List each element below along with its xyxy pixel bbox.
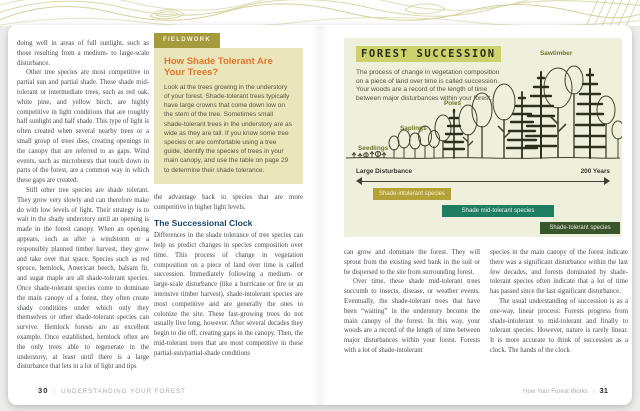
forest-succession-diagram <box>344 38 622 237</box>
paragraph: Over time, these shade mid-tolerant trees succumb to insects, disease, or weather events. Eventually, the shade-tolerant trees that have been “waiting” in the understory become the main canopy of the forest. In this way, your woods are a record of the length of time between major disturbances within your forest. Forests with a lot of shade-intolerant <box>344 278 480 354</box>
footer-separator: | <box>53 388 57 395</box>
stage-label-poles: Poles <box>444 100 462 107</box>
page-number: 31 <box>599 386 608 395</box>
bar-shade-tolerant: Shade-tolerant species <box>540 222 620 234</box>
bar-shade-mid-tolerant: Shade mid-tolerant species <box>442 205 554 217</box>
stage-label-seedlings: Seedlings <box>358 145 389 152</box>
footer-right <box>523 386 608 395</box>
fieldwork-text: Look at the trees growing in the understory of your forest. Shade-tolerant trees typically have large crowns that come down low on the stem of the tree. Sometimes small shade-tolerant trees in the understory are as wide as they are tall. If you know some tree species or are comfortable using a tree guide, identify the species of trees in your main canopy, and use the table on page 29 to determine their shade tolerance. <box>164 83 292 174</box>
fieldwork-tag: FIELDWORK <box>154 33 220 48</box>
right-column-2 <box>490 248 628 386</box>
topo-contour-lines <box>0 0 640 26</box>
left-column-1 <box>17 39 149 385</box>
paragraph: Differences in the shade tolerance of tree species can help us predict changes in species composition over time. This process of change in vegetation composition on a piece of land over time is called succession. Immediately following a medium- or large-scale disturbance (like a hurricane or fire or an intensive timber harvest), shade-intolerant species are most competitive and are generally the ones to colonize the site. These fast-growing trees do not usually live long, however. After several decades they begin to die off, creating gaps in the canopy. Then, the mid-tolerant trees that are most competitive in these partial-sun/partial-shade conditions <box>154 232 303 357</box>
conifer-large-2 <box>575 69 605 158</box>
topographic-pattern <box>0 0 640 26</box>
timeline-start-label: Large Disturbance <box>356 168 413 175</box>
paragraph: Other tree species are most competitive in partial sun and partial shade. These shade mid-tolerant or intermediate trees, such as red oak, white pine, and yellow birch, are highly competitive in light conditions that are roughly half sunlight and half shade. This type of light is often created when several nearby trees or a small group of trees dies, creating openings in the canopy that are referred to as gaps. Wind events, such as microbursts that touch down in parts of the forest, are a common way in which these gaps are created. <box>17 69 149 185</box>
paragraph: doing well in areas of full sunlight, such as those resulting from a medium- to large-scale disturbance. <box>17 40 149 67</box>
footer-section-title: UNDERSTANDING YOUR FOREST <box>61 388 186 395</box>
conifer-large-1 <box>526 72 556 158</box>
right-column-1 <box>344 248 480 386</box>
center-fold <box>312 25 328 405</box>
paragraph: species in the main canopy of the forest indicate there was a significant disturbance within the last few decades, and forests dominated by shade-tolerant species often indicate that a lot of time has passed since the last significant disturbance. <box>490 249 628 296</box>
stage-label-sawtimber: Sawtimber <box>540 50 573 57</box>
footer-section-title: How Your Forest Works <box>523 388 588 395</box>
fieldwork-box <box>154 33 303 184</box>
paragraph: Still other tree species are shade tolerant. They grow very slowly and can therefore make do with low levels of light. Their strategy is to wait in the shady understory until an opening is made in the forest canopy. When an opening appears, such as after a windstorm or a responsibly planned timber harvest, they grow and take over that space. Species such as red spruce, hemlock, American beech, balsam fir, and sugar maple are all shade-tolerant species. Once shade-tolerant species come to dominate the main canopy of a forest, they often create shady conditions under which only they themselves or other shade-tolerant species can survive. Hemlock forests are an excellent example. Once established, hemlock often are the only trees able to regenerate in the understory, at least until there is a large disturbance that lets in a lot of light and tips <box>17 186 149 371</box>
timeline-end-label: 200 Years <box>580 168 610 175</box>
footer-separator: | <box>592 388 595 395</box>
section-heading: The Successional Clock <box>154 218 253 229</box>
paragraph: can grow and dominate the forest. They will sprout from the existing seed bank in the soil or be dispersed to the site from surrounding forest. <box>344 249 480 276</box>
page-number: 30 <box>38 386 49 395</box>
diagram-description: The process of change in vegetation composition on a piece of land over time is called succession. Your woods are a record of the length of time between major disturbances within your forest. <box>356 69 500 102</box>
fieldwork-box-body <box>154 48 303 184</box>
paragraph-continuation: the advantage back to species that are more competitive in higher light levels. <box>154 193 303 211</box>
diagram-title: FOREST SUCCESSION <box>356 46 501 62</box>
left-column-2 <box>154 33 303 385</box>
paragraph: The usual understanding of succession is as a one-way, linear process: Forests progress from shade-intolerant to mid-tolerant and finally to tolerant species. However, nature is rarely linear. It is more accurate to think of succession as a clock. The hands of the clock <box>490 297 628 354</box>
timeline-arrow <box>358 181 608 182</box>
bar-shade-intolerant: Shade-intolerant species <box>373 188 451 200</box>
stage-label-saplings: Saplings <box>400 125 427 132</box>
book-spread <box>8 25 632 405</box>
footer-left <box>38 386 186 395</box>
fieldwork-title: How Shade Tolerant Are Your Trees? <box>164 55 273 78</box>
